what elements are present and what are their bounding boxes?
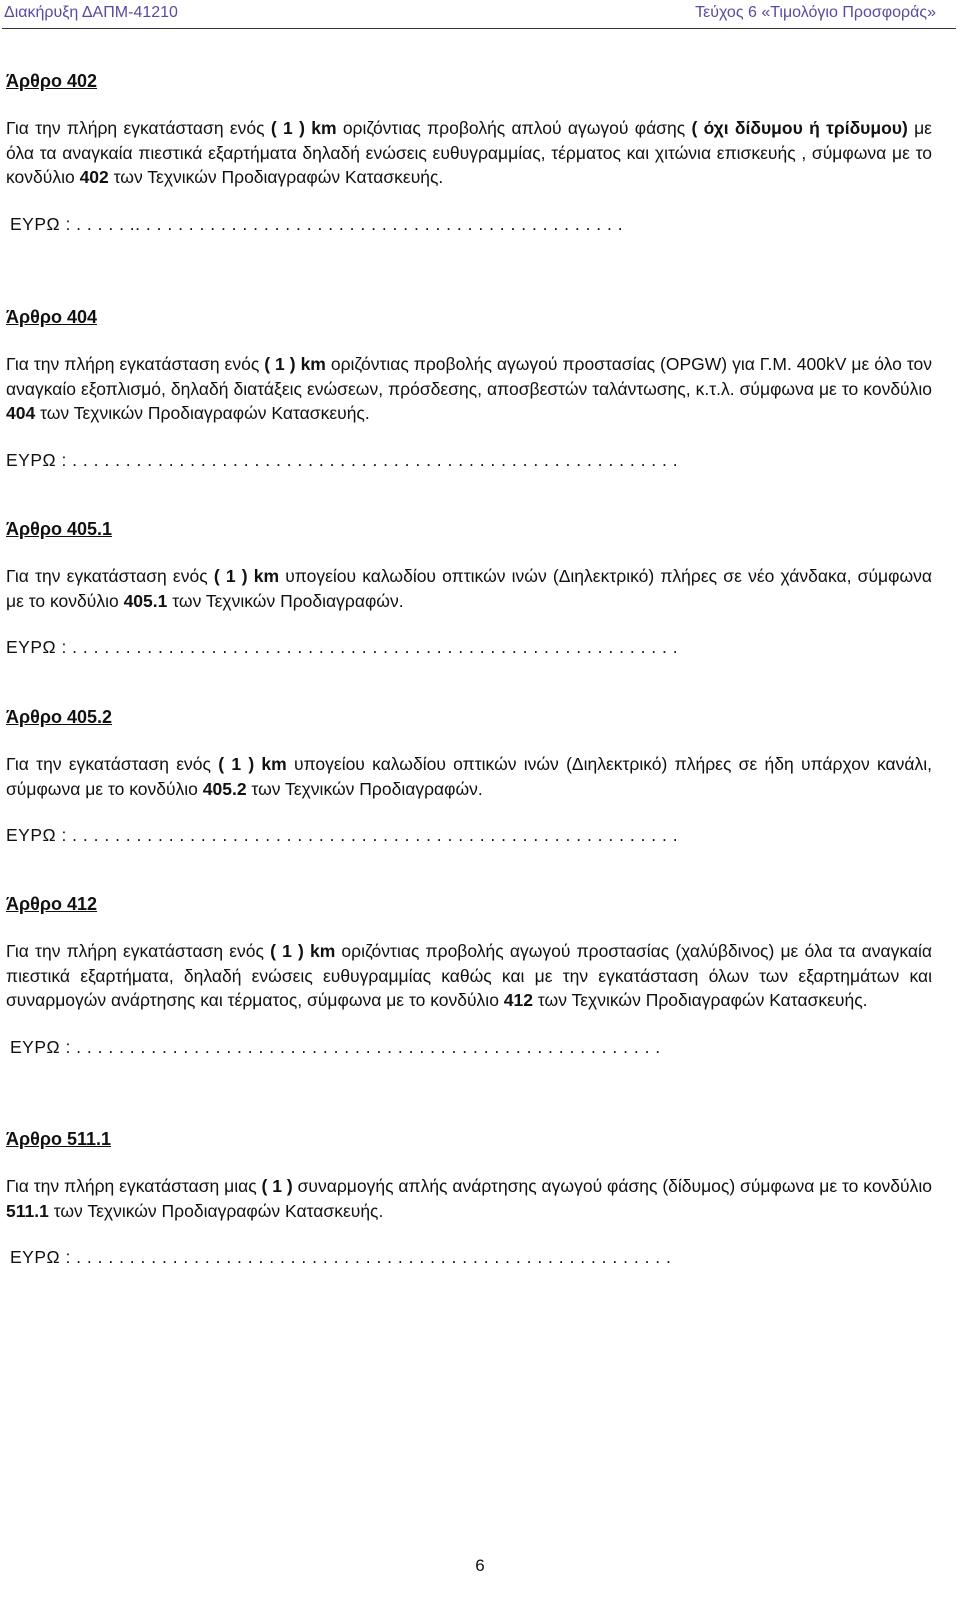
- article-title: Άρθρο 412: [6, 894, 98, 914]
- article-511-1: [6, 1128, 932, 1269]
- page-header: [0, 0, 960, 26]
- article-description: Για την πλήρη εγκατάσταση μιας ( 1 ) συναρμογής απλής ανάρτησης αγωγού φάσης (δίδυμος) σύμφωνα με το κονδύλιο 511.1 των Τεχνικών Προδιαγραφών Κατασκευής.: [6, 1176, 932, 1221]
- header-volume-title: Τεύχος 6 «Τιμολόγιο Προσφοράς»: [695, 4, 936, 21]
- article-description: Για την εγκατάσταση ενός ( 1 ) km υπογείου καλωδίου οπτικών ινών (Διηλεκτρικό) πλήρες σε ήδη υπάρχον κανάλι, σύμφωνα με το κονδύλιο 405.2 των Τεχνικών Προδιαγραφών.: [6, 754, 932, 799]
- article-title: Άρθρο 511.1: [6, 1129, 112, 1149]
- header-tender-id: Διακήρυξη ΔΑΠΜ-41210: [4, 4, 178, 21]
- price-line: ΕΥΡΩ : . . . . . . . . . . . . . . . . . . . . . . . . . . . . . . . . . . . . . . . . . . . . . . . . . . . . . . . . .: [6, 637, 679, 657]
- article-title: Άρθρο 405.2: [6, 707, 113, 727]
- article-description: Για την πλήρη εγκατάσταση ενός ( 1 ) km οριζόντιας προβολής απλού αγωγού φάσης ( όχι δίδυμου ή τρίδυμου) με όλα τα αναγκαία πιεστικά εξαρτήματα δηλαδή ενώσεις ευθυγραμμίας, τέρματος και χιτώνια επισκευής , σύμφωνα με το κονδύλιο 402 των Τεχνικών Προδιαγραφών Κατασκευής.: [6, 118, 932, 187]
- article-405-1: [6, 518, 932, 659]
- article-title: Άρθρο 402: [6, 71, 98, 91]
- article-description: Για την εγκατάσταση ενός ( 1 ) km υπογείου καλωδίου οπτικών ινών (Διηλεκτρικό) πλήρες σε νέο χάνδακα, σύμφωνα με το κονδύλιο 405.1 των Τεχνικών Προδιαγραφών.: [6, 566, 932, 611]
- article-title: Άρθρο 405.1: [6, 519, 113, 539]
- header-divider: [2, 28, 956, 29]
- article-404: [6, 306, 932, 472]
- article-title: Άρθρο 404: [6, 307, 98, 327]
- price-line: ΕΥΡΩ : . . . . . .. . . . . . . . . . . . . . . . . . . . . . . . . . . . . . . . . . . . . . . . . . . . . .: [10, 213, 624, 234]
- price-line: ΕΥΡΩ : . . . . . . . . . . . . . . . . . . . . . . . . . . . . . . . . . . . . . . . . . . . . . . . . . . . . . . . .: [10, 1247, 672, 1267]
- price-line: ΕΥΡΩ : . . . . . . . . . . . . . . . . . . . . . . . . . . . . . . . . . . . . . . . . . . . . . . . . . . . . . . .: [10, 1036, 661, 1057]
- article-405-2: [6, 706, 932, 847]
- price-line: ΕΥΡΩ : . . . . . . . . . . . . . . . . . . . . . . . . . . . . . . . . . . . . . . . . . . . . . . . . . . . . . . . . .: [6, 825, 679, 845]
- page-number: 6: [475, 1556, 485, 1575]
- article-description: Για την πλήρη εγκατάσταση ενός ( 1 ) km οριζόντιας προβολής αγωγού προστασίας (χαλύβδινος) με όλα τα αναγκαία πιεστικά εξαρτήματα, δηλαδή ενώσεις ευθυγραμμίας καθώς και με την εγκατάσταση όλων των εξαρτημάτων και συναρμογών ανάρτησης και τέρματος, σύμφωνα με το κονδύλιο 412 των Τεχνικών Προδιαγραφών Κατασκευής.: [6, 941, 932, 1010]
- article-402: [6, 70, 932, 236]
- article-412: [6, 893, 932, 1059]
- article-description: Για την πλήρη εγκατάσταση ενός ( 1 ) km οριζόντιας προβολής αγωγού προστασίας (OPGW) για Γ.Μ. 400kV με όλο τον αναγκαίο εξοπλισμό, δηλαδή διατάξεις ενώσεων, πρόσδεσης, αποσβεστών ταλάντωσης, κ.τ.λ. σύμφωνα με το κονδύλιο 404 των Τεχνικών Προδιαγραφών Κατασκευής.: [6, 354, 932, 423]
- price-line: ΕΥΡΩ : . . . . . . . . . . . . . . . . . . . . . . . . . . . . . . . . . . . . . . . . . . . . . . . . . . . . . . . . .: [6, 449, 679, 470]
